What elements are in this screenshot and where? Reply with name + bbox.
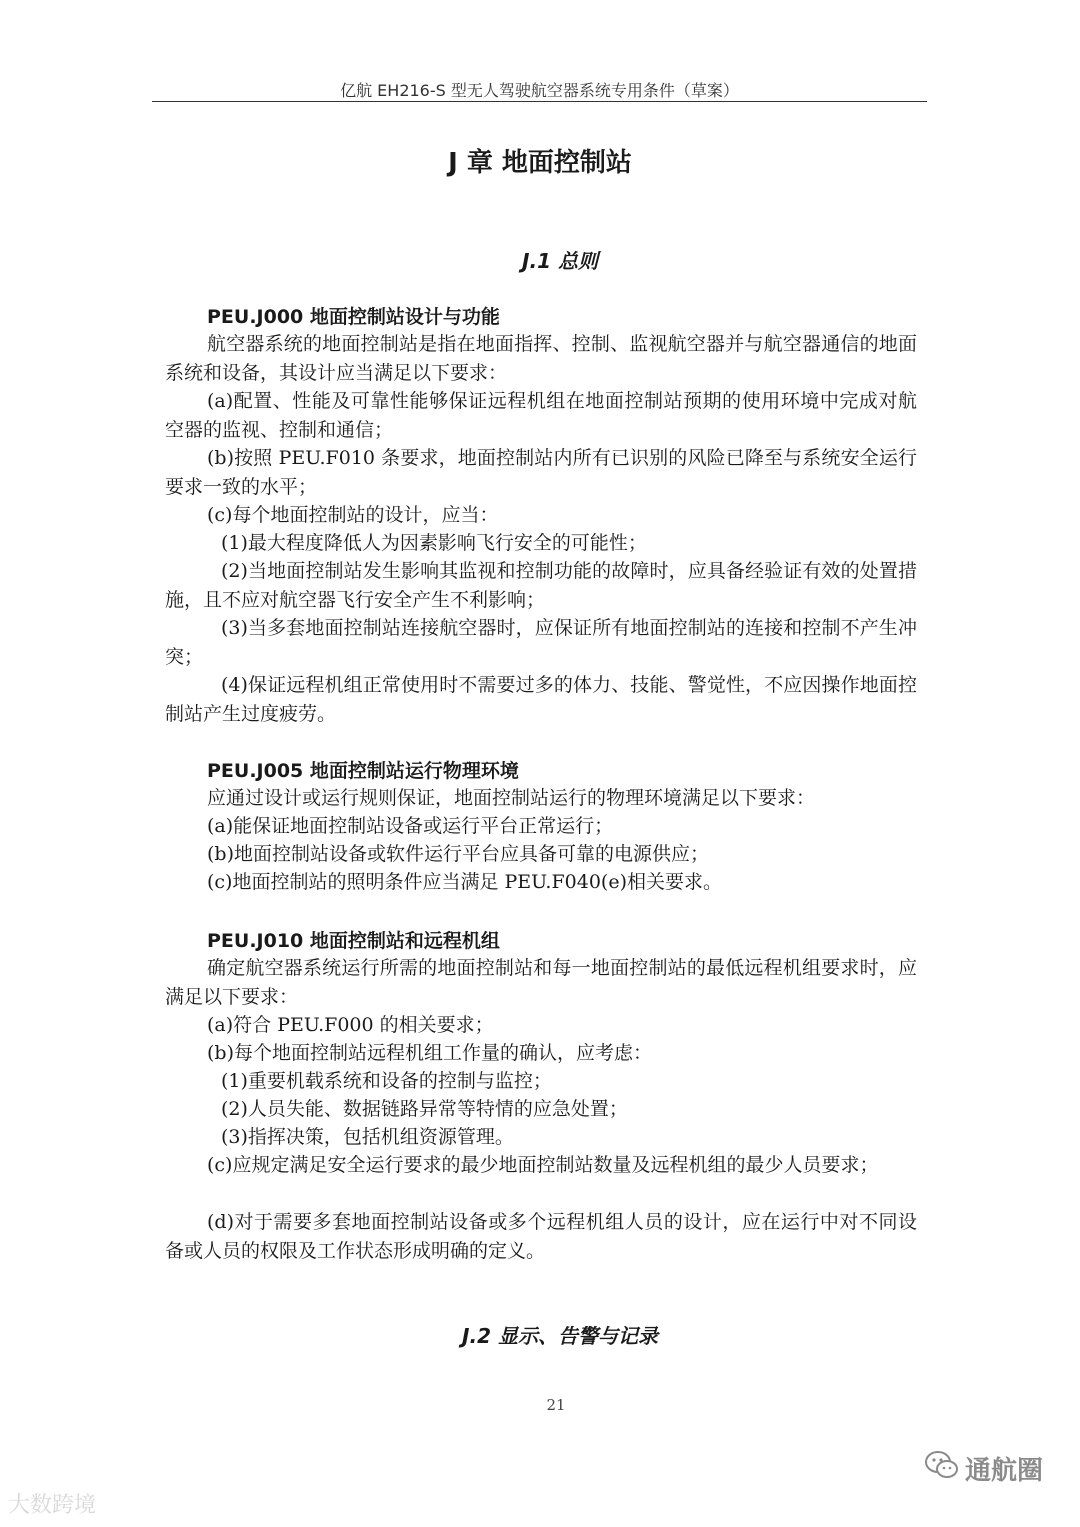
paragraph: (2)人员失能、数据链路异常等特情的应急处置；: [221, 1098, 628, 1120]
watermark-right-label: 通航圈: [965, 1456, 1044, 1486]
paragraph: (3)指挥决策，包括机组资源管理。: [221, 1126, 514, 1148]
wechat-icon: [925, 1450, 959, 1487]
paragraph: (c)应规定满足安全运行要求的最少地面控制站数量及远程机组的最少人员要求；: [207, 1154, 879, 1176]
section-title-j1: J.1 总则: [522, 249, 598, 273]
paragraph: (b)按照 PEU.F010 条要求，地面控制站内所有已识别的风险已降至与系统安全运行要求一致的水平；: [165, 447, 917, 498]
clause-heading-j010: PEU.J010 地面控制站和远程机组: [207, 930, 500, 952]
paragraph: (3)当多套地面控制站连接航空器时，应保证所有地面控制站的连接和控制不产生冲突；: [165, 617, 917, 668]
paragraph: (4)保证远程机组正常使用时不需要过多的体力、技能、警觉性，不应因操作地面控制站产生过度疲劳。: [165, 674, 917, 725]
paragraph: 确定航空器系统运行所需的地面控制站和每一地面控制站的最低远程机组要求时，应满足以下要求：: [165, 957, 917, 1008]
paragraph: (d)对于需要多套地面控制站设备或多个远程机组人员的设计，应在运行中对不同设备或人员的权限及工作状态形成明确的定义。: [165, 1211, 917, 1262]
paragraph: (a)符合 PEU.F000 的相关要求；: [207, 1014, 494, 1036]
page-number: 21: [546, 1396, 566, 1414]
watermark-right: [925, 1450, 1043, 1487]
clause-heading-j005: PEU.J005 地面控制站运行物理环境: [207, 760, 519, 782]
clause-heading-j000: PEU.J000 地面控制站设计与功能: [207, 306, 500, 328]
paragraph: 航空器系统的地面控制站是指在地面指挥、控制、监视航空器并与航空器通信的地面系统和设备，其设计应当满足以下要求：: [165, 333, 917, 384]
paragraph: (2)当地面控制站发生影响其监视和控制功能的故障时，应具备经验证有效的处置措施，且不应对航空器飞行安全产生不利影响；: [165, 560, 917, 611]
paragraph: (c)地面控制站的照明条件应当满足 PEU.F040(e)相关要求。: [207, 871, 722, 893]
watermark-left: 大数跨境: [8, 1493, 97, 1518]
paragraph: (b)地面控制站设备或软件运行平台应具备可靠的电源供应；: [207, 843, 709, 865]
paragraph: (1)最大程度降低人为因素影响飞行安全的可能性；: [221, 532, 647, 554]
section-title-j2: J.2 显示、告警与记录: [462, 1324, 658, 1348]
paragraph: (a)能保证地面控制站设备或运行平台正常运行；: [207, 815, 614, 837]
paragraph: (c)每个地面控制站的设计，应当：: [207, 504, 499, 526]
chapter-title: J 章 地面控制站: [448, 148, 632, 178]
paragraph: (b)每个地面控制站远程机组工作量的确认，应考虑：: [207, 1042, 652, 1064]
running-header: 亿航 EH216-S 型无人驾驶航空器系统专用条件（草案）: [340, 81, 739, 100]
paragraph: 应通过设计或运行规则保证，地面控制站运行的物理环境满足以下要求：: [207, 787, 816, 809]
header-rule: [152, 101, 927, 102]
paragraph: (a)配置、性能及可靠性能够保证远程机组在地面控制站预期的使用环境中完成对航空器的监视、控制和通信；: [165, 390, 917, 441]
paragraph: (1)重要机载系统和设备的控制与监控；: [221, 1070, 552, 1092]
